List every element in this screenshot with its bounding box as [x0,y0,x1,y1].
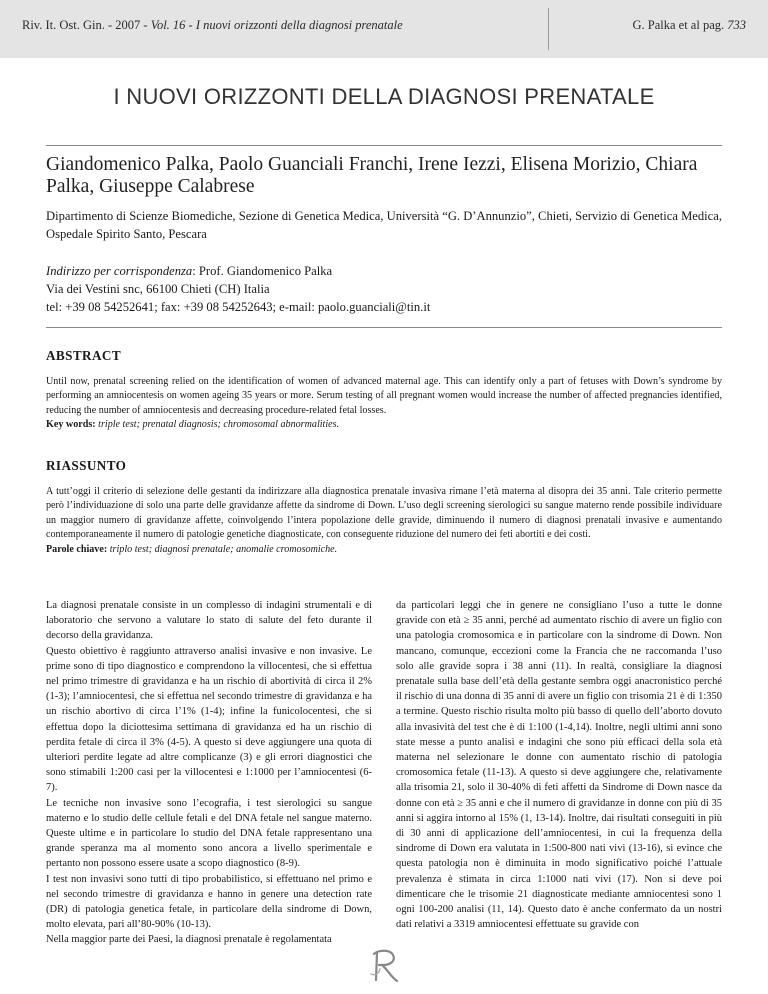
keywords-label: Key words: [46,419,96,431]
page-number: 733 [727,18,746,32]
author-list: Giandomenico Palka, Paolo Guanciali Franchi, Irene Iezzi, Elisena Morizio, Chiara Palka, Giuseppe Calabrese [46,154,698,197]
authors-page-label: G. Palka et al pag. [632,18,728,32]
title-rule [46,145,722,146]
correspondence-name: : Prof. Giandomenico Palka [192,264,333,278]
body-paragraph: da particolari leggi che in genere ne consigliano l’uso a tutte le donne gravide con età ≥ 35 anni, perché ad aumentato rischio di avere un figlio con una patologia cromosomica e in particolare con la sindrome di Down. Non mancano, comunque, eccezioni come la Francia che ne raccomanda l’uso solo alle gravide sopra i 38 anni (11). In realtà, consigliare la diagnosi prenatale sulla base dell’età della gestante sembra oggi anacronistico perché il rischio di una donna di 35 anni di avere un figlio con trisomia 21 è di 1:350 a termine. Questo rischio risulta molto più basso di quello dell’aborto dovuto alla invasività del test che è di 1:100 (1-4,14). Inoltre, negli ultimi anni sono state messe a punto analisi e indagini che sono più efficaci della sola età materna nel selezionare le donne con aumentato rischio di patologia cromosomica fetale (11-13). A questo si deve aggiungere che, relativamente alla trisomia 21, solo il 30-40% di feti affetti da Sindrome di Down nasce da donne con età ≥ 35 anni e che il numero di gravidanze in donne con più di 35 anni si aggira intorno al 15% (1, 13-14). Inoltre, dai risultati conseguiti in più di 30 anni di applicazione dell’amniocentesi, in cui la frequenza della sindrome di Down era valutata in 1:500-800 nati vivi (13-16), si evince che questa patologia non è diminuita in modo significativo poiché l’attuale prevalenza è stimata in circa 1:1000 nati vivi (17). Non si deve poi dimenticare che le trisomie 21 diagnosticate mediante amniocentesi sono 1 ogni 100-200 analisi (11, 14). Questo dato è anche confermato da un nostri dati relativi a 3319 amniocentesi effettuate su gravide con [396,600,722,931]
journal-citation: Riv. It. Ost. Gin. - 2007 - [22,18,151,32]
body-column-left [46,598,372,948]
riassunto-heading: RIASSUNTO [46,458,127,473]
body-column-right [396,598,722,932]
article-title: I NUOVI ORIZZONTI DELLA DIAGNOSI PRENATALE [113,84,655,109]
journal-R-logo-icon [364,946,406,986]
correspondence-block [46,262,726,316]
body-paragraph: Nella maggior parte dei Paesi, la diagnosi prenatale è regolamentata [46,934,332,946]
header-divider [548,8,549,50]
correspondence-label: Indirizzo per corrispondenza [46,264,193,278]
running-header-right [632,18,746,33]
header-block-rule [46,327,722,328]
correspondence-address: Via dei Vestini snc, 66100 Chieti (CH) Italia [46,282,270,296]
affiliation: Dipartimento di Scienze Biomediche, Sezione di Genetica Medica, Università “G. D’Annunzio”, Chieti, Servizio di Genetica Medica, Ospedale Spirito Santo, Pescara [46,209,722,241]
abstract-body [46,375,722,433]
riassunto-text: A tutt’oggi il criterio di selezione delle gestanti da indirizzare alla diagnostica prenatale invasiva rimane l’età materna al disopra dei 35 anni. Tale criterio permette però l’individuazione di solo una parte delle gravidanze affette da sindrome di Down. L’uso degli screening sierologici su sangue materno rende possibile individuare un maggior numero di gravidanze affette, coinvolgendo l’intera popolazione delle gravide, diminuendo il numero di diagnosi prenatali invasive e aumentando contemporaneamente il numero di patologie genetiche diagnosticate, con conseguente riduzione del numero dei feti abortiti e dei costi. [46,486,722,541]
parole-chiave-label: Parole chiave: [46,543,108,555]
journal-volume-title: Vol. 16 - I nuovi orizzonti della diagnosi prenatale [150,18,403,32]
correspondence-line [46,262,726,280]
body-paragraph: Le tecniche non invasive sono l’ecografia, i test sierologici su sangue materno e lo studio delle cellule fetali e del DNA fetale nel sangue materno. Queste ultime e in particolare lo studio del DNA fetale rappresentano una grande speranza ma al momento sono ancora a livello sperimentale e pertanto non possono essere usate a scopo diagnostico (8-9). [46,797,372,870]
running-header-left [22,18,403,33]
abstract-text: Until now, prenatal screening relied on the identification of women of advanced maternal age. This can identify only a part of fetuses with Down’s syndrome by performing an amniocentesis on women ageing 35 years or more. Serum testing of all pregnant women would increase the number of affected pregnancies identified, reducing the number of amniocentesis and decreasing procedure-related fetal losses. [46,376,722,416]
abstract-heading: ABSTRACT [46,348,122,363]
parole-chiave-value: triplo test; diagnosi prenatale; anomalie cromosomiche. [109,543,338,555]
body-paragraph: I test non invasivi sono tutti di tipo probabilistico, si effettuano nel primo e nel secondo trimestre di gravidanza e hanno in genere una detection rate (DR) di patologia genetica fetale, in particolare della sindrome di Down, molto elevata, pari all’80-90% (10-13). [46,873,372,931]
body-paragraph: La diagnosi prenatale consiste in un complesso di indagini strumentali e di laboratorio che servono a valutare lo stato di salute del feto durante il decorso della gravidanza. [46,600,372,642]
riassunto-body [46,485,722,557]
correspondence-contact: tel: +39 08 54252641; fax: +39 08 54252643; e-mail: paolo.guanciali@tin.it [46,300,431,314]
body-paragraph: Questo obiettivo è raggiunto attraverso analisi invasive e non invasive. Le prime sono di tipo diagnostico e comprendono la villocentesi, che si effettua nel primo trimestre di gravidanza e ha un rischio di abortività di circa il 2% (1-3); l’amniocentesi, che si effettua nel secondo trimestre di gravidanza e ha un rischio abortivo di circa l’1% (1-4); infine la funicolocentesi, che si effettua dopo la diciottesima settimana di gravidanza ed ha un rischio di perdita fetale di circa il 3% (4-5). A questo si deve aggiungere una quota di ulteriori perdite legate ad altre complicanze (3) e gli errori diagnostici che sono stimabili 1:200 casi per la villocentesi e 1:1000 per l’amniocentesi (6-7). [46,645,372,794]
keywords-value: triple test; prenatal diagnosis; chromosomal abnormalities. [98,419,340,431]
